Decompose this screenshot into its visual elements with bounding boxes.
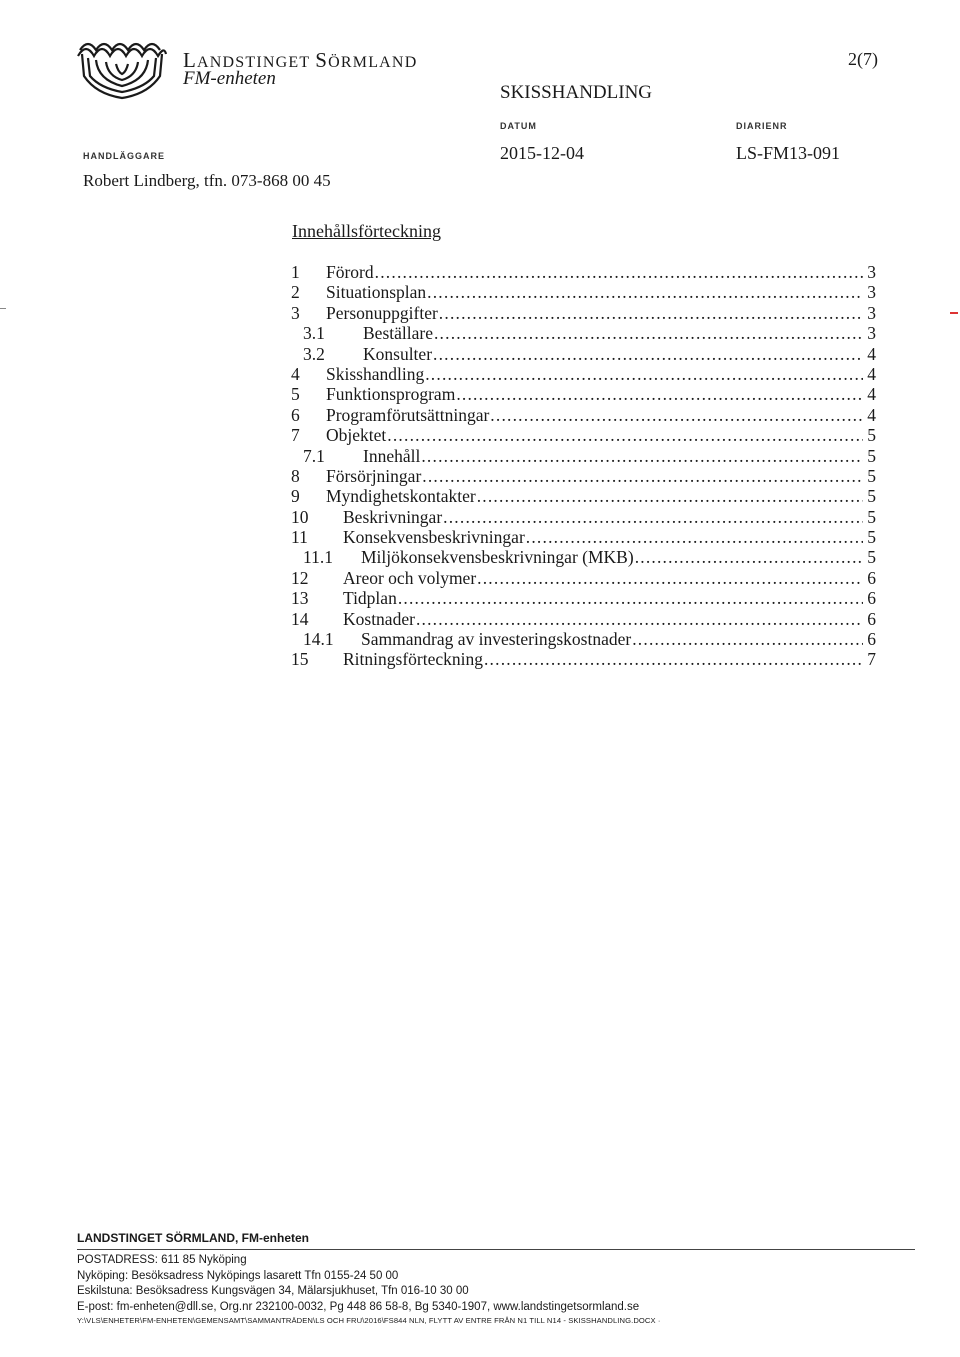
toc-entry-number: 5 [291, 384, 300, 405]
toc-entry-page: 4 [867, 404, 876, 425]
date-value: 2015-12-04 [500, 143, 584, 163]
toc-entry-page: 3 [867, 302, 876, 323]
table-of-contents [291, 262, 876, 670]
toc-entry-page: 5 [867, 547, 876, 568]
toc-entry-title: Myndighetskontakter [326, 486, 476, 507]
toc-entry [291, 323, 876, 343]
toc-entry-title: Försörjningar [326, 465, 422, 486]
toc-dot-leader [427, 282, 863, 302]
toc-entry [291, 364, 876, 384]
date-label: DATUM [500, 121, 537, 131]
toc-entry-page: 4 [867, 363, 876, 384]
toc-entry-title: Skisshandling [326, 363, 425, 384]
toc-entry-number: 15 [291, 649, 309, 670]
toc-entry-page: 6 [867, 608, 876, 629]
toc-dot-leader [632, 629, 863, 649]
toc-dot-leader [484, 649, 863, 669]
toc-dot-leader [422, 466, 863, 486]
toc-entry-page: 4 [867, 343, 876, 364]
case-officer-value: Robert Lindberg, tfn. 073-868 00 45 [83, 171, 331, 190]
toc-entry-number: 11 [291, 527, 308, 548]
toc-entry-title: Situationsplan [326, 282, 427, 303]
toc-dot-leader [398, 588, 863, 608]
toc-entry-title: Innehåll [363, 445, 421, 466]
toc-entry-number: 3.2 [303, 343, 325, 364]
toc-entry-title: Programförutsättningar [326, 404, 490, 425]
toc-entry-title: Kostnader [343, 608, 415, 629]
footer-eskilstuna-address: Eskilstuna: Besöksadress Kungsvägen 34, Mälarsjukhuset, Tfn 016-10 30 00 [77, 1285, 469, 1297]
toc-entry [291, 425, 876, 445]
toc-entry-title: Förord [326, 262, 374, 282]
scan-mark [950, 312, 958, 314]
toc-dot-leader [434, 323, 863, 343]
toc-entry [291, 466, 876, 486]
toc-entry-number: 3.1 [303, 323, 325, 344]
toc-entry [291, 303, 876, 323]
toc-entry-title: Konsekvensbeskrivningar [343, 527, 525, 548]
toc-entry-page: 3 [867, 262, 876, 282]
toc-entry-title: Miljökonsekvensbeskrivningar (MKB) [361, 547, 634, 568]
toc-entry-number: 6 [291, 404, 300, 425]
toc-entry-number: 14 [291, 608, 309, 629]
toc-entry-title: Objektet [326, 425, 387, 446]
toc-dot-leader [526, 527, 863, 547]
toc-dot-leader [443, 507, 863, 527]
toc-entry [291, 568, 876, 588]
toc-dot-leader [490, 405, 863, 425]
toc-entry-number: 11.1 [303, 547, 333, 568]
toc-heading: Innehållsförteckning [292, 221, 441, 241]
toc-entry [291, 384, 876, 404]
toc-entry [291, 282, 876, 302]
toc-entry [291, 629, 876, 649]
footer-postal-address: POSTADRESS: 611 85 Nyköping [77, 1254, 247, 1266]
toc-entry [291, 405, 876, 425]
toc-entry-page: 7 [867, 649, 876, 670]
toc-entry [291, 507, 876, 527]
toc-entry-number: 2 [291, 282, 300, 303]
toc-entry-page: 3 [867, 323, 876, 344]
toc-entry-page: 5 [867, 445, 876, 466]
toc-entry [291, 547, 876, 567]
toc-entry-title: Beställare [363, 323, 433, 344]
toc-entry-page: 5 [867, 527, 876, 548]
toc-entry-number: 3 [291, 302, 300, 323]
toc-dot-leader [421, 446, 863, 466]
toc-entry-number: 4 [291, 363, 300, 384]
page-indicator: 2(7) [848, 49, 878, 69]
toc-dot-leader [456, 384, 863, 404]
toc-entry [291, 262, 876, 282]
toc-entry-title: Funktionsprogram [326, 384, 456, 405]
toc-entry [291, 609, 876, 629]
toc-entry [291, 527, 876, 547]
toc-dot-leader [477, 486, 863, 506]
toc-entry-page: 5 [867, 425, 876, 446]
toc-entry-number: 7.1 [303, 445, 325, 466]
toc-entry [291, 649, 876, 669]
toc-dot-leader [433, 344, 863, 364]
toc-entry-page: 5 [867, 486, 876, 507]
toc-entry [291, 446, 876, 466]
footer-organization: LANDSTINGET SÖRMLAND, FM-enheten [77, 1231, 309, 1245]
registry-number-label: DIARIENR [736, 121, 788, 131]
toc-entry-title: Tidplan [343, 588, 397, 609]
toc-entry-page: 5 [867, 506, 876, 527]
toc-dot-leader [439, 303, 863, 323]
toc-entry-number: 9 [291, 486, 300, 507]
toc-entry-title: Konsulter [363, 343, 433, 364]
footer-file-path: Y:\VLS\ENHETER\FM-ENHETEN\GEMENSAMT\SAMMANTRÄDEN\LS OCH FRU\2016\FS844 NLN, FLYTT AV ENTRE FRÅN N1 TILL N14 - SKISSHANDLING.DOCX · [77, 1316, 661, 1325]
toc-dot-leader [416, 609, 863, 629]
toc-entry-number: 7 [291, 425, 300, 446]
footer-nykoping-address: Nyköping: Besöksadress Nyköpings lasarett Tfn 0155-24 50 00 [77, 1269, 399, 1282]
toc-dot-leader [425, 364, 863, 384]
footer-divider [77, 1249, 915, 1250]
toc-entry-number: 1 [291, 262, 300, 282]
organization-unit: FM-enheten [183, 68, 276, 89]
toc-entry-number: 10 [291, 506, 309, 527]
toc-entry-page: 3 [867, 282, 876, 303]
toc-entry-page: 4 [867, 384, 876, 405]
toc-entry-page: 6 [867, 567, 876, 588]
registry-number-value: LS-FM13-091 [736, 143, 841, 163]
toc-entry [291, 486, 876, 506]
toc-entry [291, 344, 876, 364]
toc-entry-title: Ritningsförteckning [343, 649, 483, 670]
document-type: SKISSHANDLING [500, 82, 653, 103]
toc-dot-leader [375, 262, 863, 282]
toc-dot-leader [635, 547, 863, 567]
toc-entry-number: 12 [291, 567, 309, 588]
toc-entry-page: 6 [867, 588, 876, 609]
footer-email-line: E-post: fm-enheten@dll.se, Org.nr 232100-0032, Pg 448 86 58-8, Bg 5340-1907, www.landstingetsormland.se [77, 1300, 640, 1313]
toc-entry-title: Areor och volymer [343, 567, 477, 588]
landstinget-logo-icon [76, 36, 168, 102]
toc-entry-title: Personuppgifter [326, 302, 438, 323]
toc-entry-number: 13 [291, 588, 309, 609]
toc-entry [291, 588, 876, 608]
scan-mark [0, 308, 6, 309]
toc-entry-number: 14.1 [303, 629, 334, 650]
toc-entry-page: 6 [867, 629, 876, 650]
case-officer-label: HANDLÄGGARE [83, 151, 165, 161]
footer-contact [77, 1253, 639, 1315]
toc-entry-title: Beskrivningar [343, 506, 443, 527]
toc-dot-leader [477, 568, 863, 588]
toc-entry-number: 8 [291, 465, 300, 486]
toc-entry-page: 5 [867, 465, 876, 486]
toc-entry-title: Sammandrag av investeringskostnader [361, 629, 632, 650]
organization-name: LANDSTINGET SÖRMLAND [183, 48, 418, 72]
toc-dot-leader [387, 425, 863, 445]
